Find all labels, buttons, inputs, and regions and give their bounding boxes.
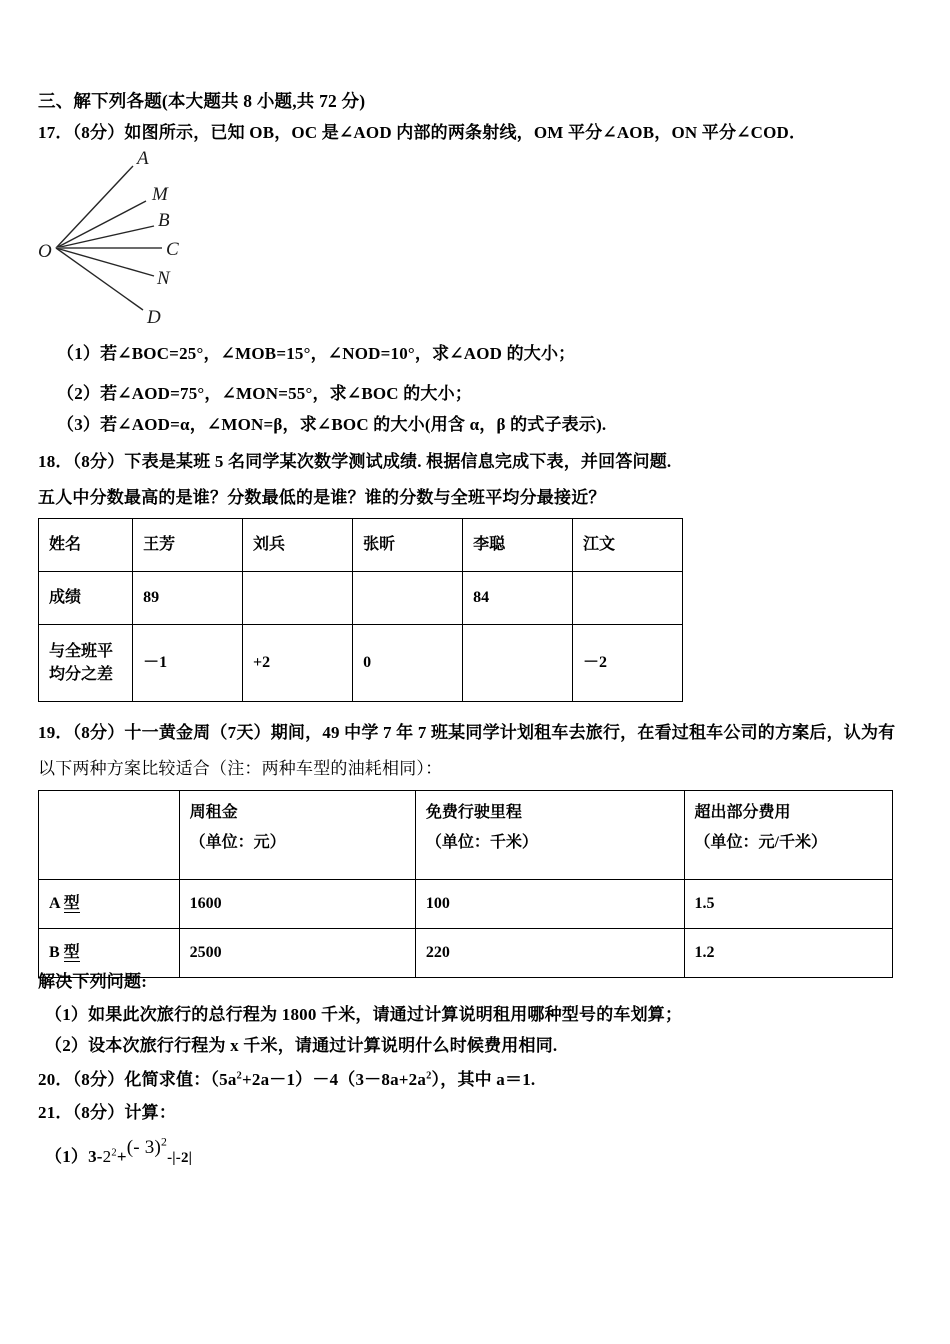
question-19-points: （8分） xyxy=(72,723,125,742)
cell-diff-5: －2 xyxy=(573,625,683,702)
figure-label-O: O xyxy=(38,241,52,262)
expr-paren-group xyxy=(127,1137,167,1159)
table-row-plan-a xyxy=(39,880,893,929)
question-17-points: （8分） xyxy=(72,123,125,142)
question-19-part-2: （2）设本次旅行行程为 x 千米，请通过计算说明什么时候费用相同. xyxy=(45,1036,558,1055)
figure-label-B: B xyxy=(158,210,170,231)
ray-on xyxy=(56,248,154,276)
expr-tail: -|-2| xyxy=(167,1150,193,1166)
question-21-part-label: （1） xyxy=(45,1147,89,1166)
figure-label-D: D xyxy=(147,307,161,328)
table-row-scores xyxy=(39,572,683,625)
figure-label-N: N xyxy=(157,268,170,289)
question-18-points: （8分） xyxy=(72,452,125,471)
cell-score-2 xyxy=(243,572,353,625)
cell-plan-a-label xyxy=(39,880,180,929)
question-21-part-1 xyxy=(45,1135,193,1168)
plan-a-prefix: A xyxy=(49,895,64,913)
plan-b-suffix: 型 xyxy=(63,944,80,962)
cell-name-1: 王芳 xyxy=(133,519,243,572)
question-19-solve-heading: 解决下列问题: xyxy=(38,972,148,991)
question-17-stem-text: 如图所示，已知 OB，OC 是∠AOD 内部的两条射线，OM 平分∠AOB，ON 平分∠COD． xyxy=(124,123,807,142)
question-17-stem xyxy=(38,118,806,143)
question-19-stem-line-2: 以下两种方案比较适合（注：两种车型的油耗相同）： xyxy=(38,759,443,778)
question-21-number: 21． xyxy=(38,1103,73,1122)
scores-table xyxy=(38,518,683,702)
question-18-number: 18． xyxy=(38,452,73,471)
question-19-number: 19． xyxy=(38,723,73,742)
table-row-names xyxy=(39,519,683,572)
question-17-number: 17． xyxy=(38,123,73,142)
question-18-stem-line-2: 五人中分数最高的是谁？分数最低的是谁？谁的分数与全班平均分最接近？ xyxy=(38,488,606,507)
cell-diff-1: －1 xyxy=(133,625,243,702)
cell-plan-b-fee: 1.2 xyxy=(684,929,893,978)
cell-row-label-diff xyxy=(39,625,133,702)
section-heading: 三、解下列各题(本大题共 8 小题,共 72 分) xyxy=(38,91,366,111)
expr-exponent-1: 2 xyxy=(111,1147,117,1159)
cell-corner-empty xyxy=(39,791,180,880)
ray-ob xyxy=(56,226,154,248)
question-21-text: 计算： xyxy=(124,1103,177,1122)
header-unit-weekly-rent: （单位：元） xyxy=(189,834,286,852)
question-20-number: 20． xyxy=(38,1070,73,1089)
expr-lead: 3- xyxy=(88,1147,103,1166)
cell-name-4: 李聪 xyxy=(463,519,573,572)
expr-plus: + xyxy=(116,1147,127,1166)
table-row-diffs xyxy=(39,625,683,702)
cell-plan-a-rent: 1600 xyxy=(179,880,415,929)
cell-header-free-mileage xyxy=(415,791,684,880)
question-19-stem-line-1 xyxy=(38,718,895,743)
figure-label-M: M xyxy=(152,184,168,205)
diff-label-line-1: 与全班平 xyxy=(49,642,114,660)
cell-row-label-score: 成绩 xyxy=(39,572,133,625)
cell-name-2: 刘兵 xyxy=(243,519,353,572)
question-19-stem-text: 十一黄金周（7天）期间，49 中学 7 年 7 班某同学计划租车去旅行，在看过租车公司的方案后，认为有 xyxy=(124,723,896,742)
ray-oa xyxy=(56,166,133,248)
header-title-free-mileage: 免费行驶里程 xyxy=(425,804,522,821)
question-20-text-prefix: 化简求值：（5a xyxy=(124,1070,237,1089)
rental-plans-table xyxy=(38,790,893,978)
question-21-points: （8分） xyxy=(72,1103,125,1122)
header-title-weekly-rent: 周租金 xyxy=(189,804,238,821)
question-21-stem xyxy=(38,1098,176,1123)
plan-b-prefix: B xyxy=(49,944,64,962)
question-20-exponent-2: 2 xyxy=(426,1070,432,1082)
ray-od xyxy=(56,248,143,310)
question-20-text-mid: +2a－1）－4（3－8a+2a xyxy=(242,1070,427,1089)
question-19-part-1: （1）如果此次旅行的总行程为 1800 千米，请通过计算说明租用哪种型号的车划算； xyxy=(45,1005,683,1024)
cell-diff-4 xyxy=(463,625,573,702)
question-20-stem xyxy=(38,1065,535,1090)
cell-header-excess-fee xyxy=(684,791,893,880)
table-row-plan-b xyxy=(39,929,893,978)
cell-score-1: 89 xyxy=(133,572,243,625)
expr-exponent-2: 2 xyxy=(160,1135,168,1149)
question-20-exponent-1: 2 xyxy=(236,1070,242,1082)
ray-lines xyxy=(56,166,162,310)
table-row-header xyxy=(39,791,893,880)
question-17-part-3: （3）若∠AOD=α，∠MON=β，求∠BOC 的大小(用含 α，β 的式子表示). xyxy=(57,415,607,434)
cell-score-4: 84 xyxy=(463,572,573,625)
question-20-text-suffix: ），其中 a＝1. xyxy=(431,1070,536,1089)
question-20-points: （8分） xyxy=(72,1070,125,1089)
question-17-part-2: （2）若∠AOD=75°，∠MON=55°，求∠BOC 的大小； xyxy=(57,384,473,403)
header-unit-free-mileage: （单位：千米） xyxy=(425,834,538,852)
cell-score-5 xyxy=(573,572,683,625)
expr-base-1: 2 xyxy=(102,1147,112,1166)
question-18-stem-text: 下表是某班 5 名同学某次数学测试成绩. 根据信息完成下表，并回答问题. xyxy=(124,452,672,471)
ray-endpoint-labels xyxy=(38,148,179,328)
figure-label-C: C xyxy=(166,239,179,260)
cell-diff-3: 0 xyxy=(353,625,463,702)
ray-om xyxy=(56,201,146,248)
cell-row-label-name: 姓名 xyxy=(39,519,133,572)
plan-a-suffix: 型 xyxy=(63,895,80,913)
cell-diff-2: +2 xyxy=(243,625,353,702)
cell-name-5: 江文 xyxy=(573,519,683,572)
cell-plan-a-fee: 1.5 xyxy=(684,880,893,929)
question-17-part-1: （1）若∠BOC=25°，∠MOB=15°，∠NOD=10°，求∠AOD 的大小； xyxy=(57,344,576,363)
cell-name-3: 张昕 xyxy=(353,519,463,572)
figure-label-A: A xyxy=(137,148,149,169)
angle-rays-figure xyxy=(38,148,238,328)
header-unit-excess-fee: （单位：元/千米） xyxy=(694,834,827,852)
cell-score-3 xyxy=(353,572,463,625)
cell-header-weekly-rent xyxy=(179,791,415,880)
diff-label-line-2: 均分之差 xyxy=(49,666,114,683)
cell-plan-a-mileage: 100 xyxy=(415,880,684,929)
question-18-stem-line-1 xyxy=(38,447,671,472)
cell-plan-b-mileage: 220 xyxy=(415,929,684,978)
expr-paren-text: (- 3) xyxy=(126,1137,161,1158)
cell-plan-b-rent: 2500 xyxy=(179,929,415,978)
header-title-excess-fee: 超出部分费用 xyxy=(694,804,791,821)
